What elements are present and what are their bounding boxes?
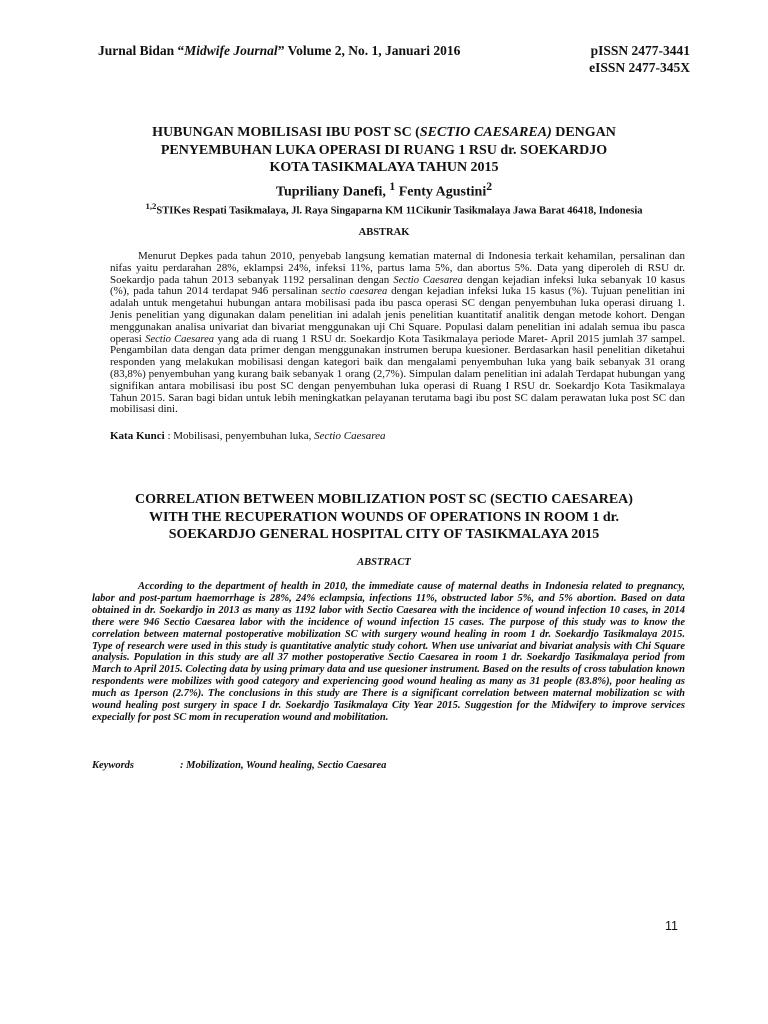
authors bbox=[0, 180, 768, 201]
title-id-line-1: HUBUNGAN MOBILISASI IBU POST SC (SECTIO CAESAREA) DENGAN bbox=[152, 125, 616, 140]
title-en-line-2: WITH THE RECUPERATION WOUNDS OF OPERATIONS IN ROOM 1 dr. bbox=[148, 509, 620, 525]
page-number: 11 bbox=[665, 919, 678, 933]
abstract-heading: ABSTRACT bbox=[357, 557, 411, 568]
affiliation: $^{1,2}$STIKes Respati Tasikmalaya, Jl. Raya Singaparna KM 11Cikunir Tasikmalaya Jawa Barat 46418, Indonesia bbox=[145, 201, 643, 217]
pissn: pISSN 2477-3441 bbox=[590, 43, 690, 58]
keywords-label: Keywords bbox=[92, 760, 134, 771]
title-id-line-3: KOTA TASIKMALAYA TAHUN 2015 bbox=[269, 160, 499, 175]
author-2: Fenty Agustini bbox=[398, 184, 487, 200]
kata-kunci: Kata Kunci : Mobilisasi, penyembuhan luka, Sectio Caesarea bbox=[110, 430, 386, 442]
title-en-line-3: SOEKARDJO GENERAL HOSPITAL CITY OF TASIKMALAYA 2015 bbox=[168, 527, 600, 542]
author-1: Tupriliany Danefi, bbox=[275, 184, 386, 200]
eissn: eISSN 2477-345X bbox=[589, 60, 690, 75]
issn-block bbox=[589, 42, 690, 76]
author-2-sup: 1 bbox=[389, 180, 396, 193]
journal-name-italic: Midwife Journal bbox=[184, 43, 278, 58]
journal-name: Jurnal Bidan “Midwife Journal” Volume 2, No. 1, Januari 2016 bbox=[98, 43, 461, 58]
title-indonesian bbox=[98, 124, 670, 177]
abstrak-heading: ABSTRAK bbox=[358, 227, 410, 238]
kata-kunci-label: Kata Kunci bbox=[110, 430, 165, 442]
keywords bbox=[92, 760, 685, 771]
author-2-sup-2: 2 bbox=[486, 180, 493, 193]
abstract-body: According to the department of health in 2010, the immediate cause of maternal deaths in Indonesia related to pregnancy, labor and post-partum haemorrhage is 28%, 24% eclampsia, infections 11%, obstructed labor 5%, and 5% abortion. Based on data obtained in dr. Soekardjo in 2013 as many as 1192 labor with Sectio Caesarea with the incidence of wound infection 10 cases, in 2014 there were 946 Sectio Caesarea labor with the incidence of wound infection 15 cases. The purpose of this study was to know the correlation between maternal postoperative mobilization SC with surgery wound healing in room 1 dr. Soekardjo Tasikmalaya 2015. Type of research were used in this study is quantitative analytic study cohort. When use univariat and bivariat analysis with Chi Square analysis. Population in this study are all 37 mother postoperative Sectio Caesarea in room 1 dr. Soekardjo Tasikmalaya period from March to April 2015. Colecting data by using primary data and use quesioner instrument. Based on the results of cross tabulation known respondents were mobilizes with good category and experiencing good wound healing as many as 31 people (83.8%), poor healing as much as 1person (2.7%). The conclusions in this study are There is a significant correlation between maternal mobilization sc with wound healing post surgery in space I dr. Soekardjo Tasikmalaya City Year 2015. Suggestion for the Midwifery to improve services expecially for post SC mom in recuperation wound and mobilitation. bbox=[92, 581, 685, 723]
title-en-line-1: CORRELATION BETWEEN MOBILIZATION POST SC (SECTIO CAESAREA) bbox=[135, 492, 633, 507]
title-id-line-2: PENYEMBUHAN LUKA OPERASI DI RUANG 1 RSU dr. SOEKARDJO bbox=[160, 142, 608, 158]
abstrak-body: Menurut Depkes pada tahun 2010, penyebab langsung kematian maternal di Indonesia terkait kehamilan, persalinan dan nifas yaitu perdarahan 28%, eklampsi 24%, infeksi 11%, partus lama 5%, dan abortus 5%. Data yang diperoleh di RSU dr. Soekardjo pada tahun 2013 sebanyak 1192 persalinan dengan Sectio Caesarea dengan kejadian infeksi luka sebanyak 10 kasus (%), pada tahun 2014 terdapat 946 persalinan sectio caesarea dengan kejadian infeksi luka 15 kasus (%). Tujuan penelitian ini adalah untuk mengetahui hubungan antara mobilisasi pada ibu pasca operasi SC dengan penyembuhan luka operasi diruang 1. Jenis penelitian yang digunakan dalam penelitian ini adalah jenis penelitian kuantitatif analitik dengan metode kohort. Dengan menggunakan analisa univariat dan bivariat menggunakan uji Chi Square. Populasi dalam penelitian ini adalah semua ibu pasca operasi Sectio Caesarea yang ada di ruang 1 RSU dr. Soekardjo Kota Tasikmalaya periode Maret- April 2015 jumlah 37 sampel. Pengambilan data dengan data primer dengan menggunakan instrumen berupa kuesioner. Berdasarkan hasil penelitian diketahui responden yang melakukan mobilisasi dengan kategori baik dan mengalami penyembuhan luka yang baik sebanyak 31 orang (83,8%) penyembuhan yang kurang baik sebanyak 1 orang (2,7%). Simpulan dalam penelitian ini adalah Terdapat hubungan yang signifikan antara mobilisasi ibu post SC dengan penyembuhan luka operasi di Ruang I RSU dr. Soekardjo Kota Tasikmalaya Tahun 2015. Saran bagi bidan untuk lebih meningkatkan pelayanan terutama bagi ibu post SC dalam perawatan luka post SC dan mobilisasi dini. bbox=[110, 250, 686, 416]
title-english bbox=[98, 491, 670, 544]
keywords-text: : Mobilization, Wound healing, Sectio Caesarea bbox=[180, 760, 387, 771]
